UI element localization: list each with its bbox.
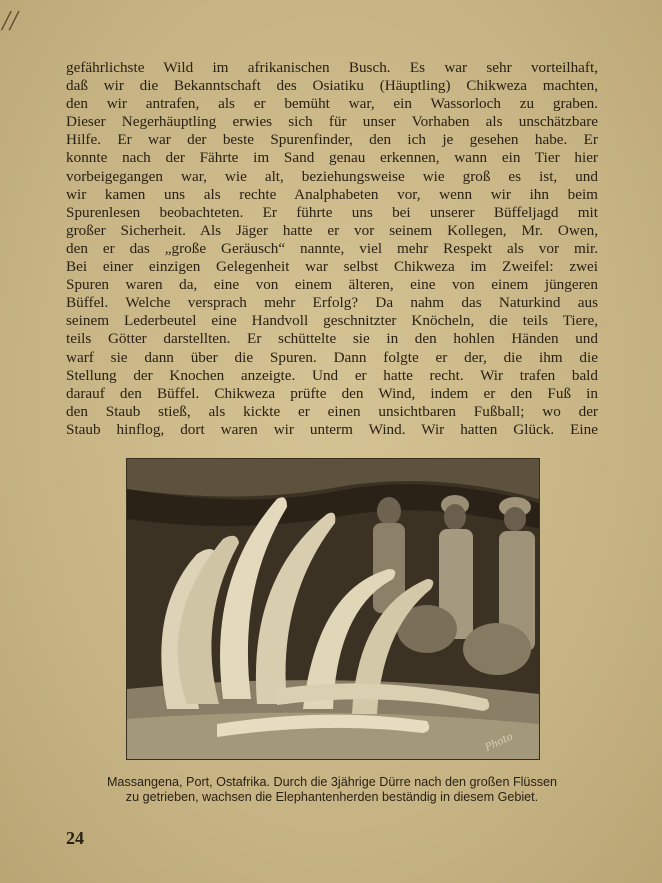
body-line: seinem Lederbeutel eine Handvoll geschnitzter Knöcheln, die teils Tiere,	[66, 312, 598, 330]
body-line: den Staub stieß, als kickte er einen unsichtbaren Fußball; wo der	[66, 402, 598, 420]
body-line: Staub hinflog, dort waren wir unterm Wind. Wir hatten Glück. Eine	[66, 420, 598, 438]
body-line: den er das „große Geräusch“ nannte, viel mehr Respekt als vor mir.	[66, 239, 598, 257]
body-line: darauf den Büffel. Chikweza prüfte den Wind, indem er den Fuß in	[66, 384, 598, 402]
body-text	[66, 59, 598, 439]
body-line: Dieser Negerhäuptling erwies sich für unser Vorhaben als unschätzbare	[66, 113, 598, 131]
ivory-tusks-photo	[126, 458, 540, 760]
body-line: warf sie dann über die Spuren. Dann folgte er der, die ihm die	[66, 348, 598, 366]
body-line: wir kamen uns als rechte Analphabeten vor, wenn wir ihn beim	[66, 185, 598, 203]
body-line: teils Götter darstellten. Er schüttelte sie in den hohlen Händen und	[66, 330, 598, 348]
photo-illustration	[127, 459, 539, 759]
body-line: vorbeigegangen war, wie alt, beziehungsweise wie groß es ist, und	[66, 167, 598, 185]
body-line: Büffel. Welche versprach mehr Erfolg? Da nahm das Naturkind aus	[66, 294, 598, 312]
body-line: Bei einer einzigen Gelegenheit war selbst Chikweza im Zweifel: zwei	[66, 258, 598, 276]
body-line: konnte nach der Fährte im Sand genau erkennen, wann ein Tier hier	[66, 149, 598, 167]
body-line: Stellung der Knochen anzeigte. Und er hatte recht. Wir trafen bald	[66, 366, 598, 384]
corner-mark: //	[2, 6, 18, 37]
caption-line: zu getrieben, wachsen die Elephantenherden beständig in diesem Gebiet.	[125, 790, 539, 804]
body-line: daß wir die Bekanntschaft des Osiatiku (Häuptling) Chikweza machten,	[66, 77, 598, 95]
svg-text:Photo: Photo	[483, 731, 515, 754]
page-number: 24	[66, 828, 84, 848]
body-line: den wir antrafen, als er bemüht war, ein Wassorloch zu graben.	[66, 95, 598, 113]
body-line: großer Sicherheit. Als Jäger hatte er vor seinem Kollegen, Mr. Owen,	[66, 221, 598, 239]
body-line: Hilfe. Er war der beste Spurenfinder, den ich je gesehen habe. Er	[66, 131, 598, 149]
body-line: Spuren waren da, eine von einem älteren, eine von einem jüngeren	[66, 276, 598, 294]
caption-line: Massangena, Port, Ostafrika. Durch die 3jährige Dürre nach den großen Flüssen	[106, 775, 558, 789]
body-line: Spurenlesen beobachteten. Er führte uns bei unserer Büffeljagd mit	[66, 203, 598, 221]
photo-caption	[66, 775, 598, 805]
body-line: gefährlichste Wild im afrikanischen Busch. Es war sehr vorteilhaft,	[66, 59, 598, 76]
